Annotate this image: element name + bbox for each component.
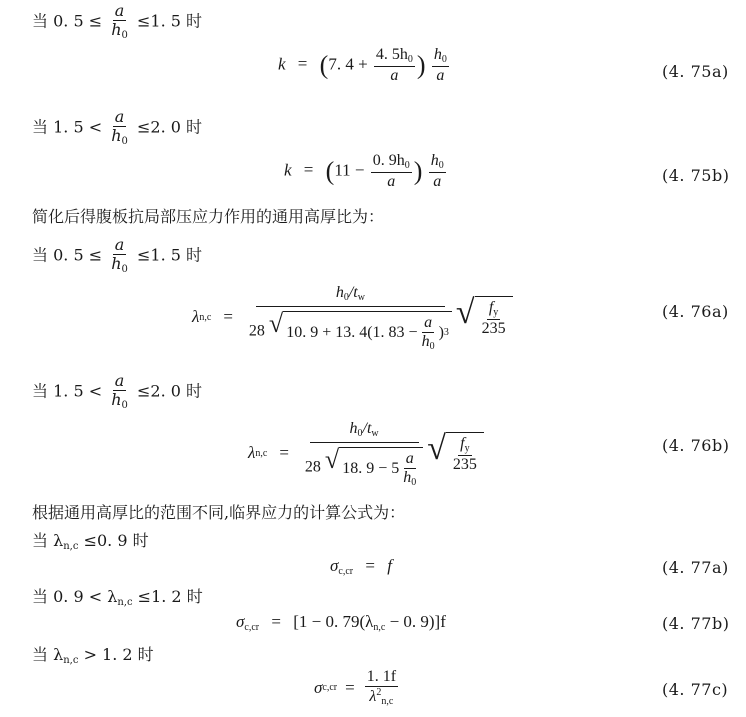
equation-4-77a: $\sigma_{c,cr} = f$ [330, 556, 392, 577]
equation-4-75a: k = (7. 4 + $\frac{4. 5h_0}{a}$ ) $\frac{h_0}{a}$ [278, 46, 447, 84]
equation-number: (4. 76b) [662, 436, 730, 455]
equation-number: (4. 77a) [662, 558, 729, 577]
condition-4: 当 1. 5 < $\frac{a}{h_0}$ ≤2. 0 时 [32, 371, 203, 412]
condition-3: 当 0. 5 ≤ $\frac{a}{h_0}$ ≤1. 5 时 [32, 235, 203, 276]
condition-6: 当 0. $9 < \lambda_{n,c} \le 1$. 2 时 [32, 587, 203, 608]
condition-1: 当 0. 5 ≤ $\frac{a}{h_0}$ ≤1. 5 时 [32, 1, 203, 42]
equation-number: (4. 77b) [662, 614, 730, 633]
equation-number: (4. 76a) [662, 302, 729, 321]
equation-number: (4. 77c) [662, 680, 729, 699]
equation-4-77b: $\sigma_{c,cr} = [1 - 0$. $79(\lambda_{n,c} - 0$. 9)]f [236, 612, 446, 633]
equation-4-76b: λ n,c = $h_0/t_w$ 28 √ 18. 9 − 5 $\frac{a}{h_0}$ √ $\frac{f_y}{235}$ [248, 418, 484, 488]
equation-4-76a: λ n,c = $h_0/t_w$ 28 √ 10. 9 + 13. 4(1. 83 − $\frac{a}{h_0}$ ) 3 √ $\frac{f_y}{235}$ [192, 282, 513, 352]
equation-4-77c: σ c,cr = $\frac{1. 1f}{\lambda^2_{n,c}}$ [314, 668, 397, 708]
fraction-a-over-h0: $\frac{a}{h_0}$ [111, 1, 128, 42]
paragraph-simplified: 简化后得腹板抗局部压应力作用的通用高厚比为： [32, 207, 385, 226]
condition-2: 当 1. 5 < $\frac{a}{h_0}$ ≤2. 0 时 [32, 107, 203, 148]
equation-4-75b: k = (11 − $\frac{0. 9h_0}{a}$ ) $\frac{h_0}{a}$ [284, 152, 444, 190]
equation-number: (4. 75a) [662, 62, 729, 81]
condition-7: 当 $\lambda_{n,c} > 1$. 2 时 [32, 645, 154, 666]
equation-number: (4. 75b) [662, 166, 730, 185]
condition-5: 当 $\lambda_{n,c} \le 0$. 9 时 [32, 531, 149, 552]
paragraph-critical: 根据通用高厚比的范围不同,临界应力的计算公式为： [32, 503, 406, 522]
